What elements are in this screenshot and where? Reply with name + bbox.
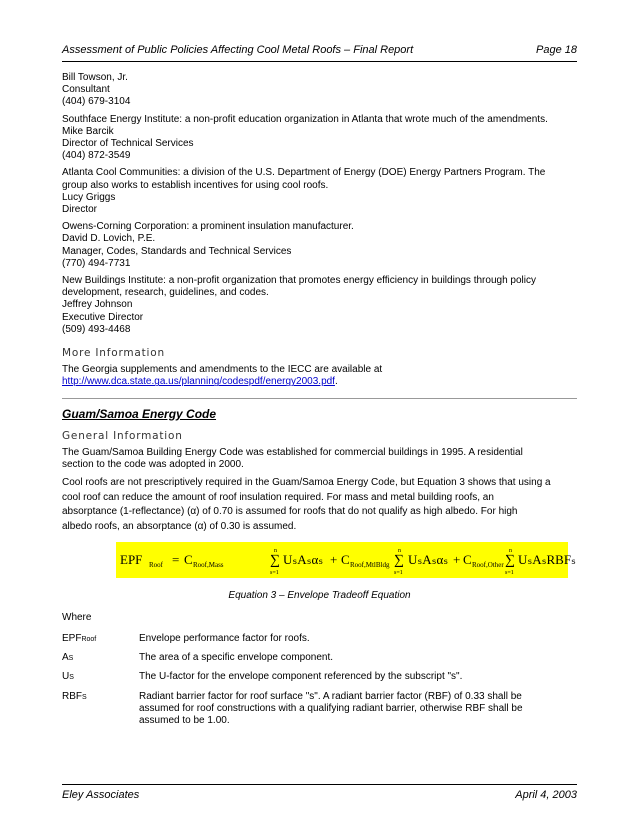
contact-line: Owens-Corning Corporation: a prominent insulation manufacturer. [62,221,354,233]
contact-line: Director [62,204,98,216]
definition-text: The area of a specific envelope component. [139,652,334,664]
section-title-guam-samoa: Guam/Samoa Energy Code [62,398,577,420]
eq-c2-sub: Roof,MtlBldg [350,561,390,570]
contact-line: New Buildings Institute: a non-profit organization that promotes energy efficiency in buildings through policy [62,275,536,287]
sum-symbol: ∑ [394,553,404,569]
general-information-heading: General Information [62,429,183,442]
sum-bottom: s=1 [270,570,279,577]
contact-line: Bill Towson, Jr. [62,72,128,83]
document-body [62,72,577,733]
page-footer [62,784,577,801]
contact-line: Lucy Griggs [62,191,116,203]
eq-lhs: EPF [120,552,143,568]
eq-term2: UₛAₛαₛ [408,552,449,568]
definition-row [62,671,577,684]
eq-term3: UₛAₛRBFₛ [518,552,576,568]
contact-line: Atlanta Cool Communities: a division of the U.S. Department of Energy (DOE) Energy Partners Program. The [62,167,546,179]
definition-text: Envelope performance factor for roofs. [139,632,310,644]
definition-row [62,691,577,728]
eq-plus: + [453,552,461,568]
contact-block [62,221,577,270]
contact-line: David D. Lovich, P.E. [62,233,156,245]
definition-term: EPFRoof [62,632,97,644]
eq-term1: UₛAₛαₛ [283,552,324,568]
paragraph-line: albedo roofs, an absorptance (α) of 0.30 is assumed. [62,520,297,532]
contact-list [62,72,577,336]
definition-term: US [62,671,74,683]
contact-line: Consultant [62,84,110,96]
equation-caption: Equation 3 – Envelope Tradeoff Equation [228,590,411,602]
page-number: Page 18 [536,44,577,56]
more-information-heading: More Information [62,347,165,360]
eq-c1: C [184,552,193,568]
contact-line: development, research, guidelines, and codes. [62,287,269,299]
contact-line: Jeffrey Johnson [62,299,133,311]
contact-line: Director of Technical Services [62,138,194,150]
contact-block [62,72,577,109]
footer-date: April 4, 2003 [515,789,577,801]
contact-line: Mike Barcik [62,125,114,137]
paragraph-line: The Guam/Samoa Building Energy Code was established for commercial buildings in 1995. A residential [62,447,523,459]
definition-row [62,652,577,665]
equation-graphic [116,542,576,578]
sum-top: n [274,548,277,555]
definition-text: The U-factor for the envelope component referenced by the subscript "s". [139,671,463,683]
envelope-tradeoff-equation [116,542,576,578]
paragraph-line: Cool roofs are not prescriptively required in the Guam/Samoa Energy Code, but Equation 3 shows that using a [62,477,551,489]
more-information-text [62,364,577,388]
sum-top: n [509,548,512,555]
contact-line: Executive Director [62,311,144,323]
definition-term: RBFS [62,690,87,702]
sum-bottom: s=1 [394,570,403,577]
contact-line: (509) 493-4468 [62,323,131,335]
eq-c2: C [341,552,350,568]
more-info-sentence: The Georgia supplements and amendments to the IECC are available at [62,364,383,376]
sum-symbol: ∑ [270,553,280,569]
footer-company: Eley Associates [62,789,140,801]
paragraph-line: absorptance (1-reflectance) (α) of 0.70 is assumed for roofs that do not qualify as high albedo. For high [62,506,518,518]
report-title: Assessment of Public Policies Affecting Cool Metal Roofs – Final Report [62,44,414,56]
contact-line: Southface Energy Institute: a non-profit education organization in Atlanta that wrote much of the amendments. [62,113,548,125]
contact-line: (404) 679-3104 [62,96,131,108]
sum-symbol: ∑ [505,553,515,569]
paragraph [62,476,577,534]
paragraph-line: section to the code was adopted in 2000. [62,459,244,471]
georgia-amendments-link[interactable]: http://www.dca.state.ga.us/planning/codespdf/energy2003.pdf [62,376,335,388]
paragraph [62,447,577,471]
contact-line: (404) 872-3549 [62,150,131,162]
eq-c1-sub: Roof,Mass [193,561,224,570]
eq-equals: = [172,552,180,568]
contact-line: Manager, Codes, Standards and Technical Services [62,245,292,257]
contact-line: group also works to establish incentives for using cool roofs. [62,179,329,191]
sum-bottom: s=1 [505,570,514,577]
where-label: Where [62,611,92,623]
definitions-list [62,633,577,727]
eq-lhs-sub: Roof [149,561,163,570]
eq-c3-sub: Roof,Other [472,561,504,570]
contact-block [62,275,577,336]
contact-block [62,167,577,216]
contact-line: (770) 494-7731 [62,257,131,269]
definition-row [62,633,577,646]
contact-block [62,114,577,163]
page-header [62,44,577,62]
definition-term: AS [62,652,74,664]
eq-plus: + [330,552,338,568]
definition-text: Radiant barrier factor for roof surface "s". A radiant barrier factor (RBF) of 0.33 shall be assumed for roof constructions with a qualifying radiant barrier, otherwise RBF shall be assumed to be 1.00. [139,690,523,726]
link-period: . [334,376,338,388]
eq-c3: C [463,552,472,568]
paragraph-line: cool roof can reduce the amount of roof insulation required. For mass and metal building roofs, an [62,491,494,503]
sum-top: n [398,548,401,555]
